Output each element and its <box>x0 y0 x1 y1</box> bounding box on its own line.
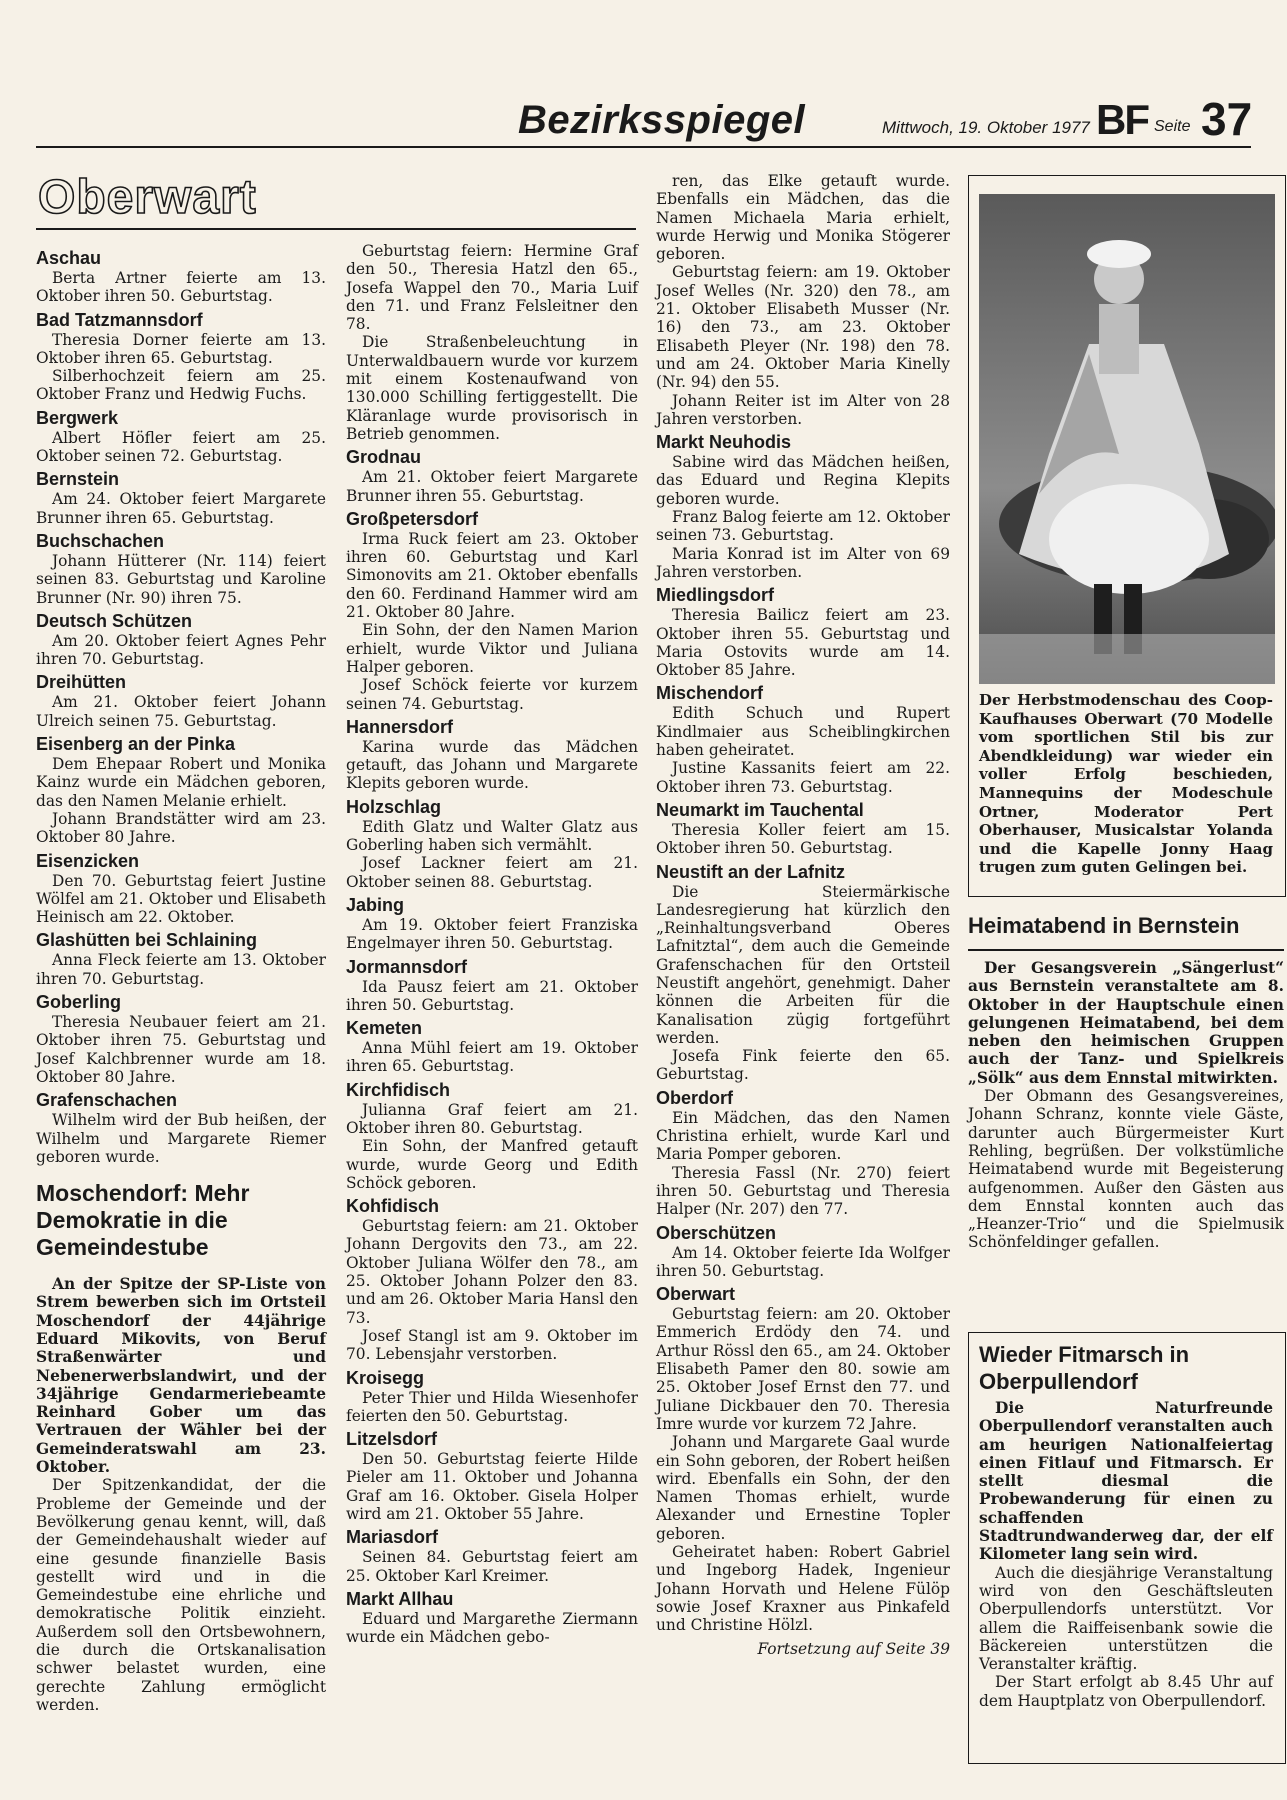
news-paragraph: Theresia Neubauer feiert am 21. Oktober ihren 75. Geburtstag und Josef Kalchbrenner wurde am 18. Oktober 80 Jahre. <box>36 1013 326 1086</box>
locality-heading: Holzschlag <box>346 796 442 817</box>
news-paragraph: Geburtstag feiern: am 19. Oktober Josef Welles (Nr. 320) den 78., am 21. Oktober Elisabeth Musser (Nr. 16) den 73., am 23. Oktober Elisabeth Pleyer (Nr. 198) den 78. und am 24. Oktober Maria Kinelly (Nr. 94) den 55. <box>656 263 950 392</box>
fitmarsch-title: Wieder Fitmarsch in Oberpullendorf <box>979 1342 1190 1394</box>
col3-news-list <box>656 172 950 1634</box>
news-paragraph: Berta Artner feierte am 13. Oktober ihren 50. Geburtstag. <box>36 269 326 306</box>
news-paragraph: Josef Stangl ist am 9. Oktober im 70. Lebensjahr verstorben. <box>346 1326 638 1364</box>
locality-heading: Großpetersdorf <box>346 508 479 529</box>
news-paragraph: Edith Schuch und Rupert Kindlmaier aus Scheiblingkirchen haben geheiratet. <box>656 704 950 760</box>
news-paragraph: Geburtstag feiern: am 21. Oktober Johann Dergovits den 73., am 22. Oktober Juliana Wölfer den 78., am 25. Oktober Johann Polzer den 83. und am 26. Oktober Maria Hansl den 73. <box>346 1217 638 1327</box>
locality-heading: Bad Tatzmannsdorf <box>36 309 203 330</box>
news-paragraph: Geburtstag feiern: Hermine Graf den 50., Theresia Hatzl den 65., Josefa Wappel den 70., Maria Luif den 71. und Franz Felsleitner den 78. <box>346 242 638 334</box>
locality-heading: Litzelsdorf <box>346 1429 438 1450</box>
locality-heading: Markt Neuhodis <box>656 432 792 453</box>
locality-heading: Neustift an der Lafnitz <box>656 861 846 882</box>
continuation-note: Fortsetzung auf Seite 39 <box>757 1640 950 1659</box>
section-title: Bezirksspiegel <box>518 98 806 142</box>
news-paragraph: Maria Konrad ist im Alter von 69 Jahren verstorben. <box>656 544 950 581</box>
news-paragraph: Die Steiermärkische Landesregierung hat kürzlich den „Reinhaltungsverband Oberes Lafnitztal“, dem auch die Gemeinde Grafenschachen für den Ortsteil Neustift angehört, genehmigt. Daher können die Arbeiten für die Kanalisation zügig fortgeführt werden. <box>656 882 950 1047</box>
photo-box <box>968 175 1286 897</box>
locality-heading: Hannersdorf <box>346 716 454 737</box>
article-body: Der Spitzenkandidat, der die Probleme der Gemeinde und der Bevölkerung genau kennt, will, daß der Gemeindehaushalt wieder auf eine gesunde finanzielle Basis gestellt wird und in die Gemeindestube eine ehrliche und demokratische Politik einzieht. Außerdem soll den Ortsbewohnern, die durch die Ortskanalisation schwer belastet wurden, eine gerechte Zahlung ermöglicht werden. <box>36 1476 326 1714</box>
locality-heading: Deutsch Schützen <box>36 610 193 631</box>
column-2 <box>346 242 638 1647</box>
news-paragraph: Ein Sohn, der den Namen Marion erhielt, wurde Viktor und Juliana Halper geboren. <box>346 621 638 676</box>
news-paragraph: Justine Kassanits feiert am 22. Oktober ihren 73. Geburtstag. <box>656 759 950 796</box>
news-paragraph: Albert Höfler feiert am 25. Oktober seinen 72. Geburtstag. <box>36 428 326 466</box>
masthead <box>36 92 1251 148</box>
locality-heading: Bergwerk <box>36 407 119 428</box>
locality-heading: Mischendorf <box>656 683 764 704</box>
column-1 <box>36 244 326 1714</box>
news-paragraph: Seinen 84. Geburtstag feiert am 25. Oktober Karl Kreimer. <box>346 1548 638 1585</box>
news-paragraph: Am 14. Oktober feierte Ida Wolfger ihren 50. Geburtstag. <box>656 1243 950 1280</box>
locality-heading: Buchschachen <box>36 530 165 551</box>
news-paragraph: Edith Glatz und Walter Glatz aus Goberling haben sich vermählt. <box>346 817 638 855</box>
locality-heading: Neumarkt im Tauchental <box>656 799 864 820</box>
news-paragraph: ren, das Elke getauft wurde. Ebenfalls ein Mädchen, das die Namen Michaela Maria erhielt, wurde Herwig und Monika Stögerer geboren. <box>656 172 950 264</box>
news-paragraph: Johann Hütterer (Nr. 114) feiert seinen 83. Geburtstag und Karoline Brunner (Nr. 90) ihren 75. <box>36 551 326 607</box>
news-paragraph: Ida Pausz feiert am 21. Oktober ihren 50. Geburtstag. <box>346 977 638 1014</box>
news-paragraph: Peter Thier und Hilda Wiesenhofer feierten den 50. Geburtstag. <box>346 1388 638 1425</box>
fitmarsch-body-1: Auch die diesjährige Veranstaltung wird von den Geschäftsleuten Oberpullendorfs unterstützt. Vor allem die Raiffeisenbank sowie die Bäckereien unterstützen die Veranstalter kräftig. <box>979 1563 1273 1674</box>
fitmarsch-body-2: Der Start erfolgt ab 8.45 Uhr auf dem Hauptplatz von Oberpullendorf. <box>979 1673 1273 1710</box>
col2-news-list <box>346 242 638 1647</box>
title-rule <box>36 228 636 230</box>
locality-heading: Aschau <box>36 248 102 268</box>
news-paragraph: Theresia Bailicz feiert am 23. Oktober ihren 55. Geburtstag und Maria Ostovits wurde am 14. Oktober 85 Jahre. <box>656 606 950 680</box>
locality-heading: Kemeten <box>346 1018 423 1039</box>
news-paragraph: Theresia Dorner feierte am 13. Oktober ihren 65. Geburtstag. <box>36 330 326 367</box>
locality-heading: Dreihütten <box>36 672 126 693</box>
locality-heading: Eisenzicken <box>36 850 140 871</box>
fitmarsch-box <box>968 1332 1286 1764</box>
news-paragraph: Silberhochzeit feiern am 25. Oktober Franz und Hedwig Fuchs. <box>36 367 326 404</box>
locality-heading: Oberschützen <box>656 1222 777 1243</box>
news-paragraph: Sabine wird das Mädchen heißen, das Eduard und Regina Klepits geboren wurde. <box>656 453 950 508</box>
news-paragraph: Ein Mädchen, das den Namen Christina erhielt, wurde Karl und Maria Pomper geboren. <box>656 1108 950 1164</box>
heimatabend-lead: Der Gesangsverein „Sängerlust“ aus Bernstein veranstaltete am 8. Oktober in der Hauptschule einen gelungenen Heimatabend, bei dem neben den heimischen Gruppen auch der Tanz- und Spielkreis „Sölk“ aus dem Ennstal mitwirkten. <box>968 959 1284 1087</box>
locality-heading: Kirchfidisch <box>346 1079 451 1100</box>
heimatabend-rule <box>968 949 1284 951</box>
news-paragraph: Den 50. Geburtstag feierte Hilde Pieler am 11. Oktober und Johanna Graf am 16. Oktober. Gisela Holper wird am 21. Oktober 55 Jahre. <box>346 1450 638 1524</box>
header-rule <box>36 146 1251 148</box>
heimatabend-article <box>968 912 1284 1252</box>
newspaper-logo: BF <box>1096 96 1148 143</box>
locality-heading: Bernstein <box>36 469 120 490</box>
fitmarsch-lead: Die Naturfreunde Oberpullendorf veranstalten auch am heurigen Nationalfeiertag einen Fitlauf und Fitmarsch. Er stellt diesmal die Probewanderung für einen zu schaffenden Stadtrundwanderweg dar, der elf Kilometer lang sein wird. <box>979 1399 1273 1564</box>
locality-heading: Oberwart <box>656 1284 736 1305</box>
news-paragraph: Geburtstag feiern: am 20. Oktober Emmerich Erdödy den 74. und Arthur Rössl den 65., am 24. Oktober Elisabeth Pamer den 80. sowie am 25. Oktober Josef Ernst den 77. und Juliane Dickbauer den 70. Theresia Imre wurde vor kurzem 72 Jahre. <box>656 1305 950 1433</box>
fashion-show-photo <box>979 194 1275 684</box>
news-paragraph: Irma Ruck feiert am 23. Oktober ihren 60. Geburtstag und Karl Simonovits am 21. Oktober ebenfalls den 60. Ferdinand Hammer wird am 21. Oktober 80 Jahre. <box>346 529 638 622</box>
news-paragraph: Dem Ehepaar Robert und Monika Kainz wurde ein Mädchen geboren, das den Namen Melanie erhielt. <box>36 755 326 810</box>
news-paragraph: Julianna Graf feiert am 21. Oktober ihren 80. Geburtstag. <box>346 1100 638 1137</box>
locality-heading: Miedlingsdorf <box>656 585 774 606</box>
news-paragraph: Josefa Fink feierte den 65. Geburtstag. <box>656 1047 950 1084</box>
news-paragraph: Am 20. Oktober feiert Agnes Pehr ihren 70. Geburtstag. <box>36 631 326 669</box>
locality-heading: Markt Allhau <box>346 1588 454 1609</box>
article-lead: An der Spitze der SP-Liste von Strem bewerben sich im Ortsteil Moschendorf der 44jährige Eduard Mikovits, von Beruf Straßenwärter und Nebenerwerbslandwirt, und der 34jährige Gendarmeriebeamte Reinhard Gober um das Vertrauen der Wähler bei der Gemeinderatswahl am 23. Oktober. <box>36 1275 326 1477</box>
news-paragraph: Am 21. Oktober feiert Johann Ulreich seinen 75. Geburtstag. <box>36 693 326 730</box>
locality-heading: Oberdorf <box>656 1087 734 1108</box>
news-paragraph: Wilhelm wird der Bub heißen, der Wilhelm und Margarete Riemer geboren wurde. <box>36 1111 326 1166</box>
news-paragraph: Die Straßenbeleuchtung in Unterwaldbauern wurde vor kurzem mit einem Kostenaufwand von 130.000 Schilling fertiggestellt. Die Kläranlage wurde provisorisch in Betrieb genommen. <box>346 333 638 443</box>
news-paragraph: Theresia Fassl (Nr. 270) feiert ihren 50. Geburtstag und Theresia Halper (Nr. 207) den 77. <box>656 1163 950 1219</box>
news-paragraph: Ein Sohn, der Manfred getauft wurde, wurde Georg und Edith Schöck geboren. <box>346 1137 638 1192</box>
photo-caption: Der Herbstmodenschau des Coop-Kaufhauses Oberwart (70 Modelle vom sportlichen Stil bis zur Abendkleidung) war wieder ein voller Erfolg beschieden, Mannequins der Modeschule Ortner, Moderator Pert Oberhauser, Musicalstar Yolanda und die Kapelle Jonny Haag trugen zum guten Gelingen bei. <box>979 691 1273 877</box>
locality-heading: Eisenberg an der Pinka <box>36 734 236 755</box>
heimatabend-title: Heimatabend in Bernstein <box>968 913 1240 938</box>
locality-heading: Kohfidisch <box>346 1196 439 1217</box>
locality-heading: Kroisegg <box>346 1367 425 1388</box>
news-paragraph: Franz Balog feierte am 12. Oktober seinen 73. Geburtstag. <box>656 508 950 545</box>
news-paragraph: Am 21. Oktober feiert Margarete Brunner ihren 55. Geburtstag. <box>346 468 638 505</box>
page-label: Seite <box>1154 118 1191 135</box>
locality-heading: Glashütten bei Schlaining <box>36 930 258 951</box>
locality-heading: Jormannsdorf <box>346 956 468 977</box>
locality-heading: Goberling <box>36 992 121 1013</box>
issue-date: Mittwoch, 19. Oktober 1977 <box>882 118 1090 137</box>
locality-heading: Grodnau <box>346 447 421 468</box>
locality-heading: Mariasdorf <box>346 1527 439 1548</box>
fitmarsch-article <box>979 1341 1273 1710</box>
news-paragraph: Johann und Margarete Gaal wurde ein Sohn geboren, der Robert heißen wird. Ebenfalls ein Sohn, der den Namen Thomas erhielt, wurde Alexander und Ernestine Topler geboren. <box>656 1433 950 1543</box>
news-paragraph: Am 19. Oktober feiert Franziska Engelmayer ihren 50. Geburtstag. <box>346 915 638 953</box>
news-paragraph: Den 70. Geburtstag feiert Justine Wölfel am 21. Oktober und Elisabeth Heinisch am 22. Oktober. <box>36 871 326 927</box>
news-paragraph: Karina wurde das Mädchen getauft, das Johann und Margarete Klepits geboren wurde. <box>346 737 638 793</box>
heimatabend-body: Der Obmann des Gesangsvereines, Johann Schranz, konnte viele Gäste, darunter auch Bürgermeister Kurt Rehling, begrüßen. Der volkstümliche Heimatabend wurde mit Begeisterung aufgenommen. Außer den Gästen aus dem Ennstal konnten auch das „Heanzer-Trio“ und die Spielmusik Schönfeldinger gefallen. <box>968 1087 1284 1252</box>
locality-heading: Jabing <box>346 894 405 915</box>
news-paragraph: Eduard und Margarethe Ziermann wurde ein Mädchen gebo- <box>346 1609 638 1647</box>
column-3 <box>656 172 950 1659</box>
district-title: Oberwart <box>38 171 257 224</box>
page-number: 37 <box>1201 93 1253 145</box>
locality-heading: Grafenschachen <box>36 1090 178 1111</box>
col1-news-list <box>36 247 326 1166</box>
article-title: Moschendorf: Mehr Demokratie in die Gemeindestube <box>36 1180 250 1261</box>
news-paragraph: Geheiratet haben: Robert Gabriel und Ingeborg Hadek, Ingenieur Johann Horvath und Helene Fülöp sowie Josef Kraxner aus Pinkafeld und Christine Hölzl. <box>656 1543 950 1635</box>
news-paragraph: Josef Schöck feierte vor kurzem seinen 74. Geburtstag. <box>346 676 638 713</box>
news-paragraph: Anna Mühl feiert am 19. Oktober ihren 65. Geburtstag. <box>346 1039 638 1076</box>
news-paragraph: Am 24. Oktober feiert Margarete Brunner ihren 65. Geburtstag. <box>36 490 326 527</box>
news-paragraph: Anna Fleck feierte am 13. Oktober ihren 70. Geburtstag. <box>36 951 326 988</box>
news-paragraph: Theresia Koller feiert am 15. Oktober ihren 50. Geburtstag. <box>656 820 950 858</box>
news-paragraph: Johann Reiter ist im Alter von 28 Jahren verstorben. <box>656 391 950 428</box>
news-paragraph: Josef Lackner feiert am 21. Oktober seinen 88. Geburtstag. <box>346 854 638 891</box>
news-paragraph: Johann Brandstätter wird am 23. Oktober 80 Jahre. <box>36 809 326 847</box>
